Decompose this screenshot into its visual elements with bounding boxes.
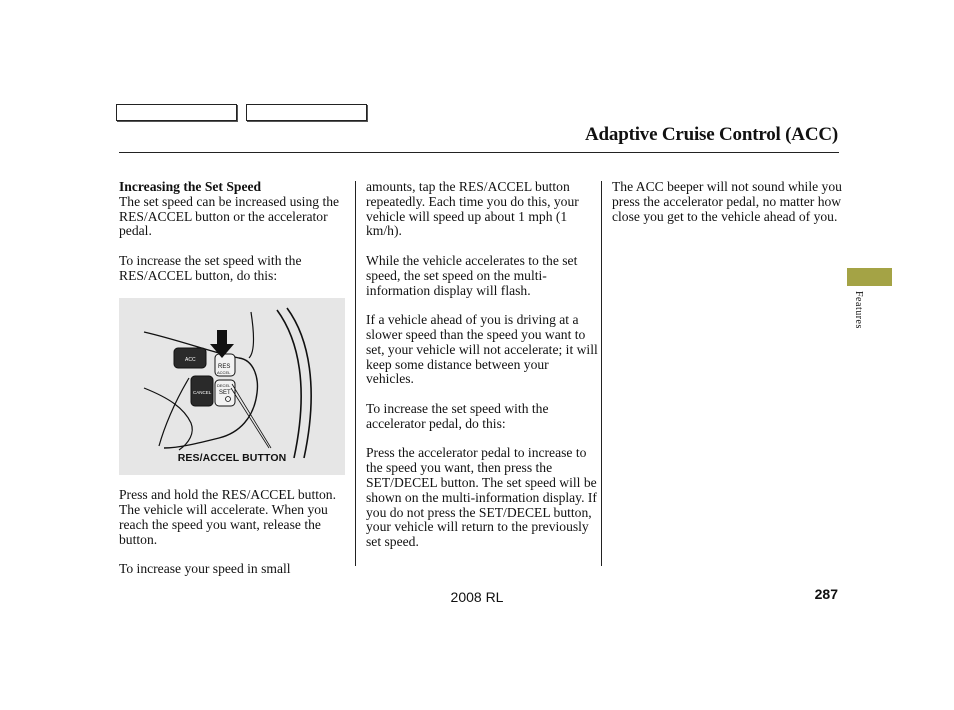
paragraph-press-hold: Press and hold the RES/ACCEL button. The vehicle will accelerate. When you reach the speed you want, release the button. xyxy=(119,487,336,547)
paragraph-display-flash: While the vehicle accelerates to the set speed, the set speed on the multi-information display will flash. xyxy=(366,252,578,298)
figure-caption: RES/ACCEL BUTTON xyxy=(177,452,287,465)
page-title: Adaptive Cruise Control (ACC) xyxy=(585,124,838,145)
column-1 xyxy=(119,180,351,592)
paragraph-press-pedal: Press the accelerator pedal to increase to the speed you want, then press the SET/DECEL button. The set speed will be shown on the multi-information display. If you do not press the SET/DECEL button, your vehicle will return to the previously set speed. xyxy=(366,445,597,550)
column-divider-1 xyxy=(355,181,356,566)
res-button-label: RES xyxy=(218,364,231,371)
title-divider xyxy=(119,152,839,153)
steering-wheel-figure xyxy=(119,298,345,475)
column-2 xyxy=(366,180,598,565)
section-label: Features xyxy=(853,291,864,329)
section-tab-marker[interactable] xyxy=(847,268,892,286)
nav-box-main-menu[interactable] xyxy=(116,104,237,121)
paragraph-small-amounts-start: To increase your speed in small xyxy=(119,561,291,577)
paragraph-tap-repeatedly: amounts, tap the RES/ACCEL button repeatedly. Each time you do this, your vehicle will speed up about 1 mph (1 km/h). xyxy=(366,179,579,239)
paragraph-res-accel-instruction: To increase the set speed with the RES/ACCEL button, do this: xyxy=(119,252,302,283)
paragraph-intro xyxy=(119,180,351,239)
paragraph-pedal-instruction: To increase the set speed with the accelerator pedal, do this: xyxy=(366,400,549,431)
nav-box-index[interactable] xyxy=(246,104,367,121)
section-heading: Increasing the Set Speed xyxy=(119,179,262,194)
acc-button-label: ACC xyxy=(185,357,196,364)
paragraph-intro-text: The set speed can be increased using the RES/ACCEL button or the accelerator pedal. xyxy=(119,193,340,239)
paragraph-vehicle-ahead: If a vehicle ahead of you is driving at a slower speed than the speed you want to set, your vehicle will not accelerate; it will keep some distance between your vehicles. xyxy=(366,312,598,387)
page-number: 287 xyxy=(814,586,838,602)
accel-button-label: ACCEL xyxy=(217,370,231,376)
steering-wheel-illustration xyxy=(119,298,345,475)
paragraph-beeper: The ACC beeper will not sound while you press the accelerator pedal, no matter how close you get to the vehicle ahead of you. xyxy=(612,179,842,224)
set-button-label: SET xyxy=(219,390,231,397)
footer-model: 2008 RL xyxy=(450,589,504,605)
cancel-button-label: CANCEL xyxy=(193,390,212,396)
decel-button-label: DECEL xyxy=(217,383,231,389)
column-3 xyxy=(612,180,844,239)
column-divider-2 xyxy=(601,181,602,566)
